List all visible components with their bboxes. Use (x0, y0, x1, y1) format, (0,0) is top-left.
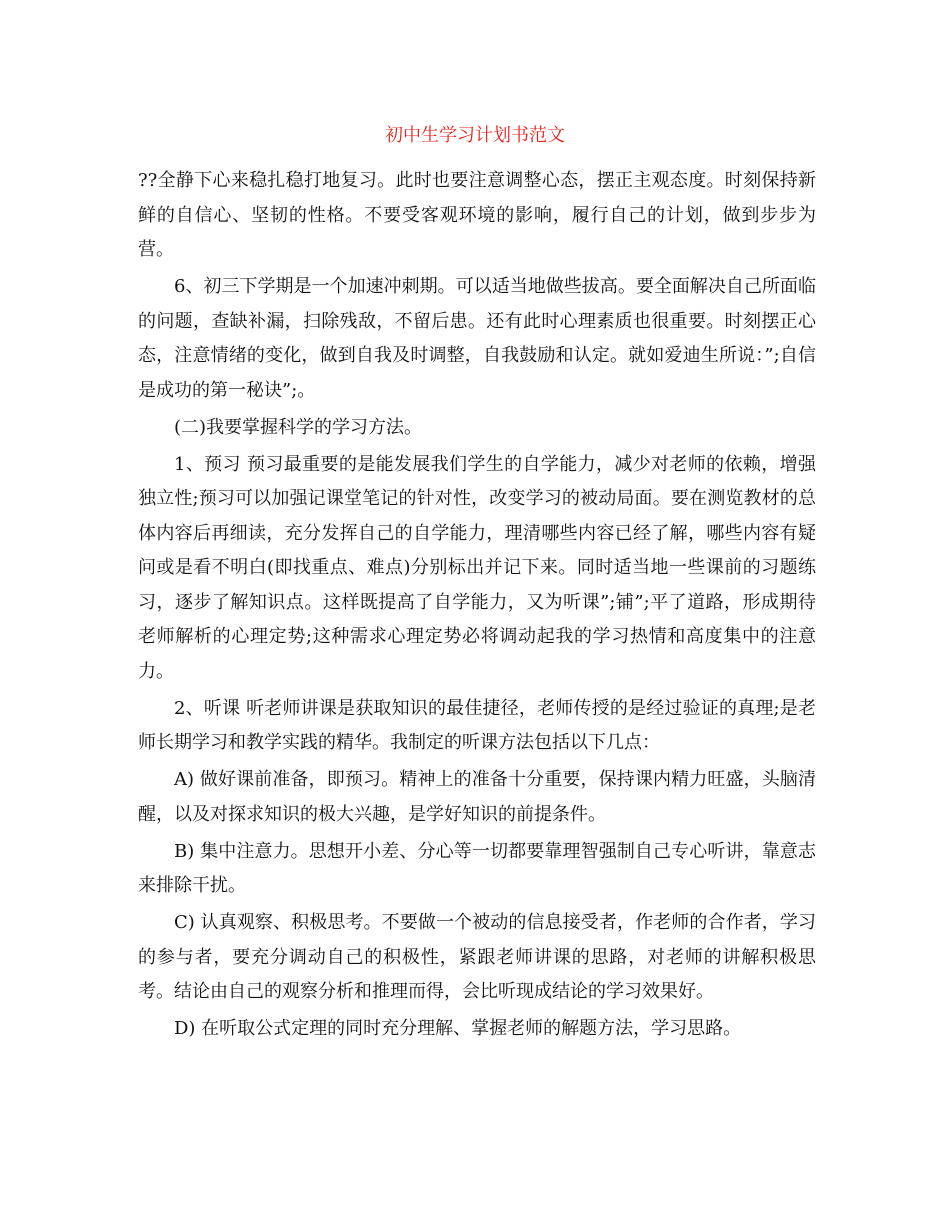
section-heading-methods: (二)我要掌握科学的学习方法。 (174, 416, 423, 438)
paragraph-point-a: A) 做好课前准备，即预习。精神上的准备十分重要，保持课内精力旺盛，头脑清醒，以及对探求知识的极大兴趣，是学好知识的前提条件。 (138, 769, 816, 825)
paragraph-preview: 1、预习 预习最重要的是能发展我们学生的自学能力，减少对老师的依赖，增强独立性;预习可以加强记课堂笔记的针对性，改变学习的被动局面。要在测览教材的总体内容后再细读，充分发挥自己的自学能力，理清哪些内容已经了解，哪些内容有疑问或是看不明白(即找重点、难点)分别标出并记下来。同时适当地一些课前的习题练习，逐步了解知识点。这样既提高了自学能力，又为听课”;铺”;平了道路，形成期待老师解析的心理定势;这种需求心理定势必将调动起我的学习热情和高度集中的注意力。 (138, 453, 816, 682)
document-body (138, 164, 816, 1049)
paragraph-listening: 2、听课 听老师讲课是获取知识的最佳捷径，老师传授的是经过验证的真理;是老师长期学习和教学实践的精华。我制定的听课方法包括以下几点： (138, 697, 816, 753)
paragraph-continuation: ??全静下心来稳扎稳打地复习。此时也要注意调整心态，摆正主观态度。时刻保持新鲜的自信心、坚韧的性格。不要受客观环境的影响，履行自己的计划，做到步步为营。 (138, 170, 816, 260)
paragraph-point-c: C) 认真观察、积极思考。不要做一个被动的信息接受者，作老师的合作者，学习的参与者，要充分调动自己的积极性，紧跟老师讲课的思路，对老师的讲解积极思考。结论由自己的观察分析和推理而得，会比听现成结论的学习效果好。 (138, 912, 816, 1002)
paragraph-point-d: D) 在听取公式定理的同时充分理解、掌握老师的解题方法，学习思路。 (174, 1018, 742, 1039)
paragraph-point-b: B) 集中注意力。思想开小差、分心等一切都要靠理智强制自己专心听讲，靠意志来排除干扰。 (138, 840, 816, 896)
document-title: 初中生学习计划书范文 (385, 125, 565, 146)
paragraph-item-6: 6、初三下学期是一个加速冲刺期。可以适当地做些拔高。要全面解决自己所面临的问题，查缺补漏，扫除残敌，不留后患。还有此时心理素质也很重要。时刻摆正心态，注意情绪的变化，做到自我及时调整，自我鼓励和认定。就如爱迪生所说：”;自信是成功的第一秘诀”;。 (138, 276, 816, 401)
